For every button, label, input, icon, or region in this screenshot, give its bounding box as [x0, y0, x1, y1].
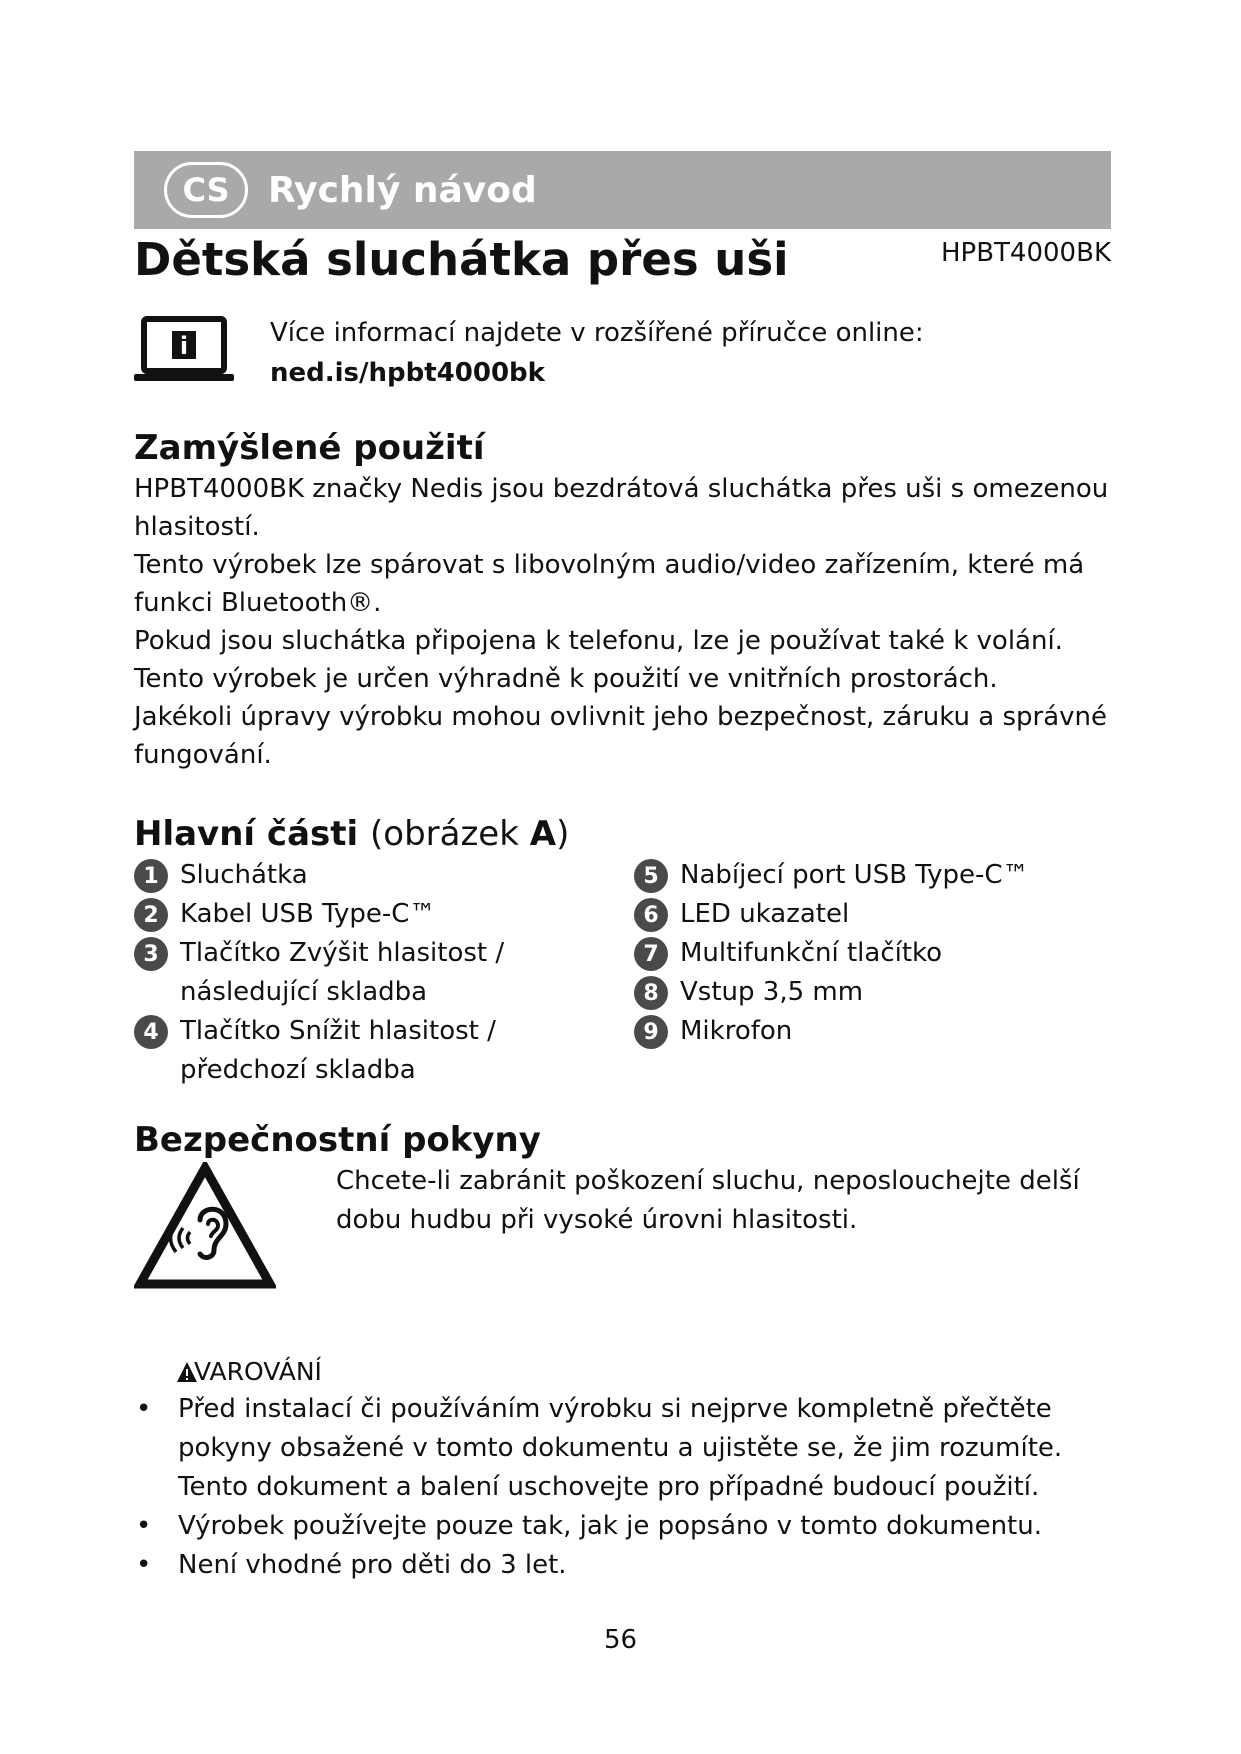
parts-list: [134, 856, 1114, 1090]
part-number-badge: 4: [134, 1015, 168, 1049]
main-parts-section: [134, 814, 1114, 1090]
main-parts-heading-bold: Hlavní části: [134, 814, 359, 854]
part-item: [634, 934, 1104, 973]
part-label: Tlačítko Snížit hlasitost / předchozí skladba: [180, 1016, 496, 1085]
warning-item: • Není vhodné pro děti do 3 let.: [134, 1546, 1124, 1585]
part-item: [134, 1012, 634, 1090]
safety-heading: Bezpečnostní pokyny: [134, 1120, 541, 1160]
page-number: 56: [603, 1625, 638, 1655]
part-label: Sluchátka: [180, 860, 308, 890]
part-number-badge: 5: [634, 859, 668, 893]
intended-use-paragraph: Pokud jsou sluchátka připojena k telefonu, lze je používat také k volání.: [134, 626, 1063, 656]
part-number-badge: 6: [634, 898, 668, 932]
intended-use-paragraph: Jakékoli úpravy výrobku mohou ovlivnit jeho bezpečnost, záruku a správné fungování.: [134, 702, 1108, 770]
part-item: [134, 934, 634, 1012]
warning-item: • Výrobek používejte pouze tak, jak je popsáno v tomto dokumentu.: [134, 1507, 1124, 1546]
language-badge: CS: [164, 162, 248, 218]
part-label: Nabíjecí port USB Type-C™: [680, 860, 1029, 890]
document-title: Dětská sluchátka přes uši: [134, 233, 789, 286]
warning-label-text: VAROVÁNÍ: [194, 1357, 322, 1386]
part-item: [634, 895, 1104, 934]
part-item: [634, 1012, 1104, 1051]
intended-use-paragraph: HPBT4000BK značky Nedis jsou bezdrátová sluchátka přes uši s omezenou hlasitostí.: [134, 474, 1109, 542]
figure-reference-close: ): [556, 814, 570, 854]
warning-item: • Před instalací či používáním výrobku si nejprve kompletně přečtěte pokyny obsažené v tomto dokumentu a ujistěte se, že jim rozumíte. Tento dokument a balení uschovejte pro případné budoucí použití.: [134, 1390, 1124, 1507]
part-label: LED ukazatel: [680, 899, 850, 929]
intended-use-heading: Zamýšlené použití: [134, 428, 485, 468]
section-banner: [134, 151, 1111, 229]
parts-column-right: [634, 856, 1104, 1090]
part-item: [634, 856, 1104, 895]
part-number-badge: 8: [634, 976, 668, 1010]
part-item: [134, 856, 634, 895]
part-label: Multifunkční tlačítko: [680, 938, 943, 968]
manual-url[interactable]: ned.is/hpbt4000bk: [270, 358, 545, 388]
part-label: Tlačítko Zvýšit hlasitost / následující skladba: [180, 938, 505, 1007]
parts-column-left: [134, 856, 634, 1090]
safety-section: [134, 1120, 1114, 1235]
intended-use-section: [134, 428, 1114, 774]
hearing-warning-icon: [134, 1162, 276, 1292]
intended-use-paragraph: Tento výrobek lze spárovat s libovolným audio/video zařízením, které má funkci Bluetooth®.: [134, 550, 1085, 618]
main-parts-heading: [134, 814, 1114, 854]
svg-text:i: i: [179, 332, 189, 360]
hearing-warning-text: Chcete-li zabránit poškození sluchu, neposlouchejte delší dobu hudbu při vysoké úrovni hlasitosti.: [336, 1166, 1080, 1235]
part-label: Kabel USB Type-C™: [180, 899, 436, 929]
figure-reference-letter: A: [529, 814, 557, 854]
part-number-badge: 3: [134, 937, 168, 971]
warning-label: [176, 1357, 322, 1386]
part-number-badge: 2: [134, 898, 168, 932]
part-number-badge: 9: [634, 1015, 668, 1049]
info-text: Více informací najdete v rozšířené příručce online:: [270, 318, 924, 348]
intended-use-paragraph: Tento výrobek je určen výhradně k použití ve vnitřních prostorách.: [134, 664, 998, 694]
banner-title: Rychlý návod: [268, 169, 537, 211]
part-item: [134, 895, 634, 934]
info-block: [270, 313, 924, 393]
model-number: HPBT4000BK: [940, 238, 1111, 268]
figure-reference-open: (obrázek: [370, 814, 530, 854]
part-number-badge: 7: [634, 937, 668, 971]
part-number-badge: 1: [134, 859, 168, 893]
laptop-info-icon: [134, 316, 234, 384]
warning-list: [134, 1390, 1124, 1585]
part-label: Vstup 3,5 mm: [680, 977, 864, 1007]
part-label: Mikrofon: [680, 1016, 793, 1046]
part-item: [634, 973, 1104, 1012]
